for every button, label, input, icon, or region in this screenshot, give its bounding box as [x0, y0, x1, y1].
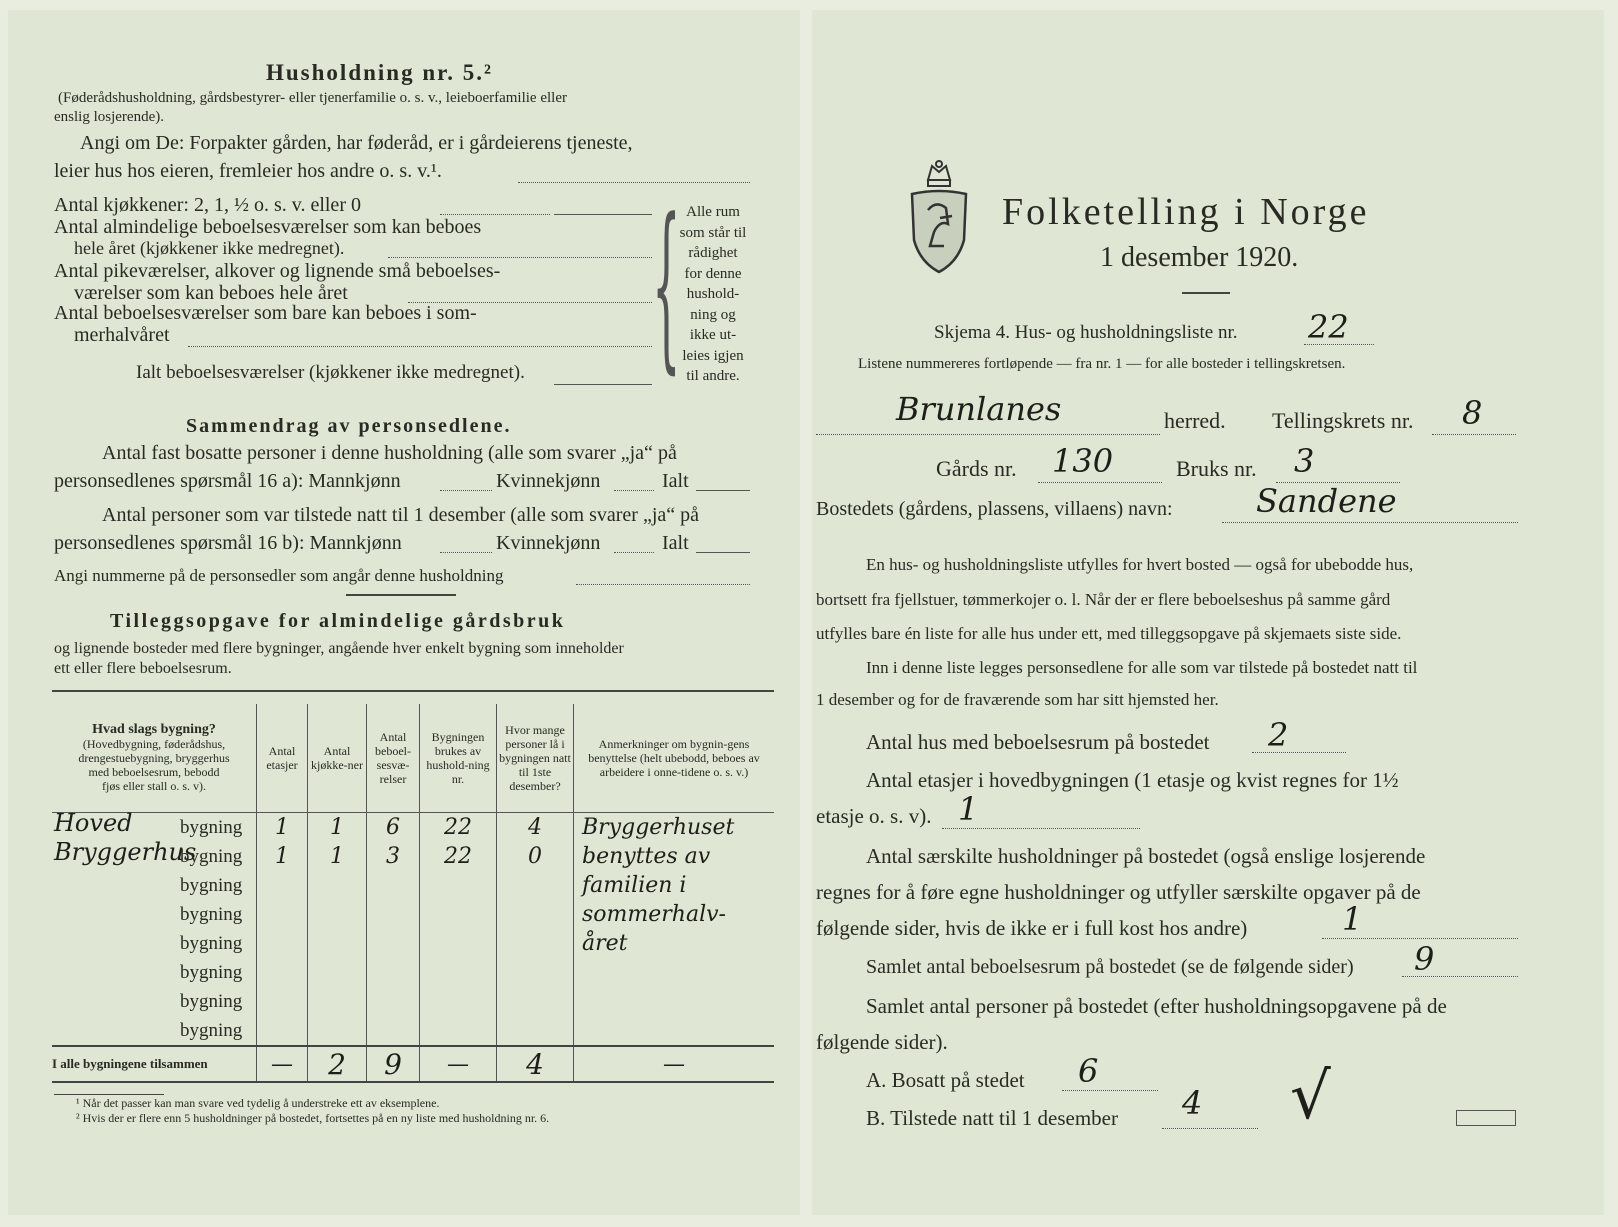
header-kitchens: Antal kjøkke-ner	[308, 704, 367, 813]
norway-coat-of-arms-icon	[906, 158, 972, 276]
cell-kjokken	[308, 900, 367, 929]
building-name-cell	[52, 900, 257, 929]
bygning-label: bygning	[180, 933, 243, 954]
summer-rooms-2: merhalvåret	[74, 324, 170, 346]
angi-line	[518, 182, 750, 183]
p2-total-label: Ialt	[662, 532, 689, 554]
total-rooms-line	[554, 384, 652, 385]
cell-hush: 22	[420, 842, 497, 871]
cell-pers: 4	[497, 813, 574, 843]
samlet-pers-line-1: Samlet antal personer på bostedet (efter husholdningsopgavene på de	[866, 994, 1447, 1018]
tillegg-line-1: og lignende bosteder med flere bygninger, angående hver enkelt bygning som inneholder	[54, 640, 624, 657]
husholdn-line	[1322, 938, 1518, 939]
cell-hush	[420, 1016, 497, 1046]
brace-note-line: til andre.	[686, 368, 740, 384]
cell-hush	[420, 987, 497, 1016]
hus-value: 2	[1268, 716, 1289, 754]
check-mark: √	[1290, 1060, 1331, 1134]
header-building-type-l4: fjøs eller stall o. s. v).	[102, 779, 206, 793]
info-line-1: En hus- og husholdningsliste utfylles for hvert bosted — også for ubebodde hus,	[866, 555, 1414, 574]
brace-note-line: Alle rum	[686, 204, 740, 220]
cell-etasjer	[257, 900, 308, 929]
samlet-pers-line-2: følgende sider).	[816, 1030, 948, 1054]
cell-hush	[420, 929, 497, 958]
bygning-label: bygning	[180, 846, 243, 867]
hus-label: Antal hus med beboelsesrum på bostedet	[866, 730, 1210, 754]
census-date: 1 desember 1920.	[1100, 242, 1299, 273]
small-rooms-2: værelser som kan beboes hele året	[74, 282, 348, 304]
p2-female-label: Kvinnekjønn	[496, 532, 601, 554]
hus-line	[1252, 752, 1346, 753]
tillegg-title: Tilleggsopgave for almindelige gårdsbruk	[110, 610, 566, 632]
table-row	[52, 871, 774, 900]
cell-rom	[367, 987, 420, 1016]
summary-p1-line-1: Antal fast bosatte personer i denne husholdning (alle som svarer „ja“ på	[102, 442, 677, 464]
cell-rom	[367, 871, 420, 900]
cell-pers	[497, 871, 574, 900]
kitchens-answer-line	[554, 214, 652, 215]
cell-rom: 6	[367, 813, 420, 843]
cell-remarks	[574, 987, 775, 1016]
info-line-4: Inn i denne liste legges personsedlene for alle som var tilstede på bostedet natt til	[866, 658, 1418, 677]
total-label: I alle bygningene tilsammen	[52, 1046, 257, 1082]
bosatt-value: 6	[1078, 1052, 1099, 1090]
p1-total-label: Ialt	[662, 470, 689, 492]
header-remarks: Anmerkninger om bygnin-gens benyttelse (helt ubebodd, beboes av arbeidere i onne-tidene o. s. v.)	[574, 704, 775, 813]
header-building-type-l1: (Hovedbygning, føderådshus,	[82, 737, 226, 751]
building-table-body	[52, 809, 774, 1047]
summary-p2-line-2: personsedlenes spørsmål 16 b): Mannkjønn	[54, 532, 402, 554]
etasjer-value: 1	[958, 790, 979, 828]
etasjer-line	[942, 828, 1140, 829]
header-household-nr: Bygningen brukes av hushold-ning nr.	[420, 704, 497, 813]
building-name-cell	[52, 987, 257, 1016]
table-row	[52, 929, 774, 958]
cell-pers	[497, 929, 574, 958]
section-divider	[346, 594, 456, 596]
cell-hush: 22	[420, 813, 497, 843]
brace-note-line: ikke ut-	[689, 327, 737, 343]
header-floors: Antal etasjer	[257, 704, 308, 813]
table-row	[52, 842, 774, 871]
brace-note	[668, 202, 758, 387]
listene-note: Listene nummereres fortløpende — fra nr. 1 — for alle bosteder i tellingskretsen.	[858, 356, 1346, 372]
bosatt-label: A. Bosatt på stedet	[866, 1068, 1025, 1092]
building-name-cell	[52, 1016, 257, 1046]
skjema-number: 22	[1308, 308, 1349, 346]
left-page	[8, 10, 800, 1215]
cell-etasjer	[257, 871, 308, 900]
herred-line	[816, 434, 1160, 435]
footnote-1: ¹ Når det passer kan man svare ved tydelig å understreke ett av eksemplene.	[76, 1096, 440, 1110]
brace-note-line: som står til	[679, 224, 747, 241]
angi-line-1: Angi om De: Forpakter gården, har føderåd, er i gårdeierens tjeneste,	[80, 132, 633, 154]
info-line-5: 1 desember og for de fraværende som har sitt hjemsted her.	[816, 690, 1219, 709]
kitchens-label: Antal kjøkkener: 2, 1, ½ o. s. v. eller 0	[54, 194, 361, 216]
p2-male-line	[440, 552, 492, 553]
building-name-cell	[52, 929, 257, 958]
footnote-divider	[54, 1094, 164, 1095]
husholdn-line-2: regnes for å føre egne husholdninger og utfyller særskilte opgaver på de	[816, 880, 1421, 904]
cell-hush	[420, 871, 497, 900]
samlet-rom-line	[1402, 976, 1518, 977]
bosted-line	[1222, 522, 1518, 523]
table-row	[52, 1016, 774, 1046]
cell-rom: 3	[367, 842, 420, 871]
gards-value: 130	[1052, 442, 1114, 480]
title-divider	[1182, 292, 1230, 294]
summary-title: Sammendrag av personsedlene.	[186, 415, 512, 437]
cell-etasjer	[257, 958, 308, 987]
p1-female-label: Kvinnekjønn	[496, 470, 601, 492]
cell-hush	[420, 958, 497, 987]
household-subtitle-1: (Føderådshusholdning, gårdsbestyrer- eller tjenerfamilie o. s. v., leieboerfamilie eller	[58, 90, 567, 106]
tilstede-label: B. Tilstede natt til 1 desember	[866, 1106, 1118, 1130]
cell-pers: 0	[497, 842, 574, 871]
tilstede-value: 4	[1182, 1084, 1203, 1122]
summer-rooms-1: Antal beboelsesværelser som bare kan beboes i som-	[54, 302, 477, 324]
cell-rom	[367, 900, 420, 929]
cell-rom	[367, 958, 420, 987]
skjema-number-line	[1304, 344, 1374, 345]
bygning-label: bygning	[180, 875, 243, 896]
cell-kjokken	[308, 987, 367, 1016]
cell-etasjer: 1	[257, 813, 308, 843]
p1-female-line	[614, 490, 654, 491]
building-name-cell	[52, 838, 257, 871]
cell-etasjer: 1	[257, 842, 308, 871]
cell-rom	[367, 929, 420, 958]
total-kitchens: 2	[308, 1046, 367, 1082]
summer-rooms-line	[188, 346, 652, 347]
husholdn-line-1: Antal særskilte husholdninger på bostedet (også enslige losjerende	[866, 844, 1426, 868]
total-floors: —	[257, 1046, 308, 1082]
table-row	[52, 900, 774, 929]
tilstede-line	[1162, 1128, 1258, 1129]
cell-kjokken	[308, 1016, 367, 1046]
total-household: —	[420, 1046, 497, 1082]
header-building-type	[52, 704, 257, 813]
household-subtitle-2: enslig losjerende).	[54, 109, 164, 125]
cell-kjokken	[308, 871, 367, 900]
header-building-type-l3: med beboelsesrum, bebodd	[88, 765, 220, 779]
p1-male-line	[440, 490, 492, 491]
skjema-label: Skjema 4. Hus- og husholdningsliste nr.	[934, 322, 1238, 343]
cell-remarks: året	[574, 929, 775, 958]
p2-total-line	[696, 552, 750, 553]
footnote-2: ² Hvis der er flere enn 5 husholdninger på bostedet, fortsettes på en ny liste med husholdning nr. 6.	[76, 1111, 550, 1125]
bruks-value: 3	[1294, 442, 1315, 480]
samlet-rom-value: 9	[1414, 940, 1435, 978]
p1-total-line	[696, 490, 750, 491]
right-page	[812, 10, 1604, 1215]
etasjer-line-2: etasje o. s. v).	[816, 804, 932, 828]
herred-value: Brunlanes	[896, 390, 1062, 428]
ordinary-rooms-2: hele året (kjøkkener ikke medregnet).	[74, 238, 345, 258]
printer-stamp	[1456, 1110, 1516, 1126]
cell-etasjer	[257, 987, 308, 1016]
cell-remarks: familien i	[574, 871, 775, 900]
info-line-3: utfylles bare én liste for alle hus under ett, med tilleggsopgave på skjemaets siste side.	[816, 624, 1402, 643]
cell-pers	[497, 987, 574, 1016]
krets-value: 8	[1462, 394, 1483, 432]
bygning-label: bygning	[180, 962, 243, 983]
cell-kjokken: 1	[308, 842, 367, 871]
angi-nummerne-line	[576, 584, 750, 585]
total-rooms: 9	[367, 1046, 420, 1082]
table-total-row	[52, 1046, 774, 1082]
cell-remarks: benyttes av	[574, 842, 775, 871]
angi-nummerne: Angi nummerne på de personsedler som angår denne husholdning	[54, 566, 504, 585]
etasjer-line-1: Antal etasjer i hovedbygningen (1 etasje og kvist regnes for 1½	[866, 768, 1399, 792]
krets-label: Tellingskrets nr.	[1272, 408, 1414, 433]
bruks-label: Bruks nr.	[1176, 456, 1257, 481]
bygning-label: bygning	[180, 991, 243, 1012]
bygning-label: bygning	[180, 904, 243, 925]
table-row	[52, 958, 774, 987]
header-building-type-bold: Hvad slags bygning?	[92, 722, 216, 737]
total-rooms-label: Ialt beboelsesværelser (kjøkkener ikke medregnet).	[136, 362, 525, 383]
brace-note-line: hushold-	[686, 286, 740, 302]
total-remarks: —	[574, 1046, 775, 1082]
building-table	[52, 704, 774, 1083]
cell-remarks	[574, 1016, 775, 1046]
ordinary-rooms-1: Antal almindelige beboelsesværelser som kan beboes	[54, 216, 482, 238]
brace-note-line: rådighet	[688, 245, 738, 261]
cell-pers	[497, 1016, 574, 1046]
herred-label: herred.	[1164, 408, 1226, 433]
table-top-rule	[52, 690, 774, 692]
brace-note-line: ning og	[690, 306, 736, 323]
brace-note-line: for denne	[684, 265, 742, 282]
info-line-2: bortsett fra fjellstuer, tømmerkojer o. l. Når der er flere beboelseshus på samme gård	[816, 590, 1391, 609]
small-rooms-1: Antal pikeværelser, alkover og lignende små beboelses-	[54, 260, 501, 282]
kitchens-line	[440, 214, 550, 215]
bosatt-line	[1062, 1090, 1158, 1091]
table-row	[52, 987, 774, 1016]
ordinary-rooms-line	[388, 257, 652, 258]
household-title: Husholdning nr. 5.²	[266, 60, 493, 85]
cell-hush	[420, 900, 497, 929]
bosted-value: Sandene	[1256, 482, 1397, 520]
gards-label: Gårds nr.	[936, 456, 1017, 481]
total-persons: 4	[497, 1046, 574, 1082]
header-rooms: Antal beboel-sesvæ-relser	[367, 704, 420, 813]
building-name-cell	[52, 871, 257, 900]
cell-remarks	[574, 958, 775, 987]
cell-etasjer	[257, 929, 308, 958]
husholdn-value: 1	[1342, 900, 1363, 938]
building-name: Hoved	[54, 809, 133, 837]
cell-pers	[497, 958, 574, 987]
summary-p1-line-2: personsedlenes spørsmål 16 a): Mannkjønn	[54, 470, 401, 492]
cell-etasjer	[257, 1016, 308, 1046]
rooms-brace: {	[652, 181, 681, 390]
census-title: Folketelling i Norge	[1002, 191, 1370, 233]
cell-pers	[497, 900, 574, 929]
cell-kjokken	[308, 958, 367, 987]
cell-remarks: Bryggerhuset	[574, 813, 775, 843]
header-persons: Hvor mange personer lå i bygningen natt til 1ste desember?	[497, 704, 574, 813]
header-building-type-l2: drengestuebygning, bryggerhus	[78, 751, 230, 765]
krets-line	[1432, 434, 1516, 435]
cell-kjokken	[308, 929, 367, 958]
husholdn-line-3: følgende sider, hvis de ikke er i full kost hos andre)	[816, 916, 1248, 940]
samlet-rom-label: Samlet antal beboelsesrum på bostedet (se de følgende sider)	[866, 956, 1354, 978]
cell-remarks: sommerhalv-	[574, 900, 775, 929]
gards-line	[1038, 482, 1162, 483]
bosted-label: Bostedets (gårdens, plassens, villaens) navn:	[816, 498, 1173, 520]
tillegg-line-2: ett eller flere beboelsesrum.	[54, 660, 232, 677]
summary-p2-line-1: Antal personer som var tilstede natt til 1 desember (alle som svarer „ja“ på	[102, 504, 700, 526]
brace-note-line: leies igjen	[682, 347, 744, 364]
cell-kjokken: 1	[308, 813, 367, 843]
bygning-label: bygning	[180, 817, 243, 838]
building-name-cell	[52, 958, 257, 987]
p2-female-line	[614, 552, 654, 553]
bygning-label: bygning	[180, 1020, 243, 1041]
building-name: Bryggerhus	[54, 838, 197, 866]
table-header-row	[52, 704, 774, 813]
cell-rom	[367, 1016, 420, 1046]
angi-line-2: leier hus hos eieren, fremleier hos andre o. s. v.¹.	[54, 160, 442, 182]
